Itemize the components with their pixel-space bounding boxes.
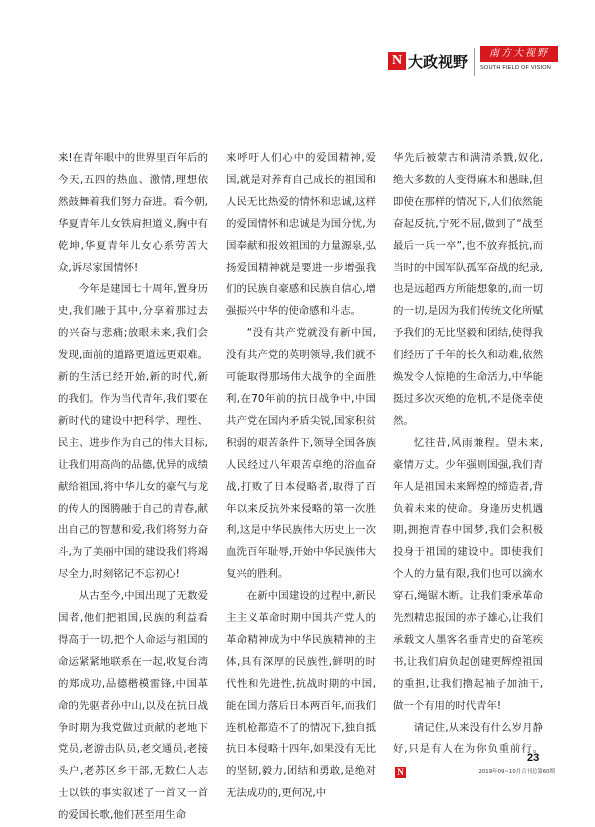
magazine-logo-icon: N xyxy=(388,52,406,70)
article-column-3 xyxy=(393,148,543,783)
header-divider xyxy=(474,48,475,76)
article-column-1 xyxy=(58,148,208,827)
brand-english-name: SOUTH FIELD OF VISION xyxy=(480,65,552,71)
paragraph: 从古至今,中国出现了无数爱国者,他们把祖国,民族的利益看得高于一切,把个人命运与祖国的命运紧紧地联系在一起,收复台湾的郑成功,品德楷模雷锋,中国革命的先驱者孙中山,以及在抗日战争时期为我党做过贡献的老地下党员,老游击队员,老交通员,老接头户,老苏区乡干部,无数仁人志士以铁的事实叙述了一首又一首的爱国长歌,他们甚至用生命 xyxy=(58,590,208,822)
paragraph: “没有共产党就没有新中国,没有共产党的英明领导,我们就不可能取得那场伟大战争的全面胜利,在70年前的抗日战争中,中国共产党在国内矛盾尖锐,国家积贫积弱的艰苦条件下,领导全国各族人民经过八年艰苦卓绝的浴血奋战,打败了日本侵略者,取得了百年以来反抗外来侵略的第一次胜利,这是中华民族伟大历史上一次血洗百年耻辱,开始中华民族伟大复兴的胜利。 xyxy=(226,327,376,581)
section-title: 大政视野 xyxy=(408,53,469,71)
paragraph: 在新中国建设的过程中,新民主主义革命时期中国共产党人的革命精神成为中华民族精神的主体,具有深厚的民族性,鲜明的时代性和先进性,抗战时期的中国,能在国力落后日本两百年,而我们连机枪都造不了的情况下,独自抵抗日本侵略十四年,如果没有无比的坚韧,毅力,团结和勇敢,是绝对无法成功的,更何况,中 xyxy=(226,590,376,800)
paragraph: 今年是建国七十周年,置身历史,我们融于其中,分享着那过去的兴奋与悲痛;放眼未来,我们会发现,面前的道路更道远更艰难。新的生活已经开始,新的时代,新的我们。作为当代青年,我们要在新时代的建设中把科学、理性、民主、进步作为自己的伟大目标,让我们用高尚的品德,优异的成绩献给祖国,将中华儿女的豪气与龙的传人的图腾融于自己的青春,献出自己的智慧和爱,我们将努力奋斗,为了美丽中国的建设我们将竭尽全力,时刻铭记不忘初心! xyxy=(58,283,208,581)
paragraph: 来呼吁人们心中的爱国精神,爱国,就是对养育自己成长的祖国和人民无比热爱的情怀和忠诚,这样的爱国情怀和忠诚是为国分忧,为国奉献和报效祖国的力量源泉,弘扬爱国精神就是要进一步增强我们的民族自豪感和民族自信心,增强振兴中华的使命感和斗志。 xyxy=(226,152,376,318)
magazine-header xyxy=(388,46,560,80)
article-column-2 xyxy=(226,148,376,805)
paragraph: 忆往昔,风雨兼程。望未来,豪情万丈。少年强则国强,我们青年人是祖国未来辉煌的缔造者,背负着未来的使命。身逢历史机遇期,拥抱青春中国梦,我们会积极投身于祖国的建设中。即使我们个人的力量有限,我们也可以滴水穿石,绳锯木断。让我们秉承革命先烈精忠报国的赤子雄心,让我们承载文人墨客名垂青史的奋笔疾书,让我们肩负起创建更辉煌祖国的重担,让我们撸起袖子加油干,做一个有用的时代青年! xyxy=(393,436,543,712)
end-mark-icon: N xyxy=(395,767,406,778)
issue-info: 2019年09~10月合刊总第60期 xyxy=(478,769,555,775)
paragraph-text: 请记住,从来没有什么岁月静好,只是有人在为你负重前行。 xyxy=(393,721,543,756)
paragraph: 华先后被蒙古和满清杀戮,奴化,绝大多数的人变得麻木和愚昧,但即使在那样的情况下,人们依然能奋起反抗,宁死不屈,做到了“战至最后一兵一卒”,也不放弃抵抗,而当时的中国军队孤军奋战的纪录,也是远超西方所能想象的,而一切的一切,是因为我们传统文化所赋予我们的无比坚毅和团结,使得我们经历了千年的长久和动难,依然焕发令人惊艳的生命活力,中华能挺过多次灭绝的危机,不是侥幸使然。 xyxy=(393,152,543,427)
page-number: 23 xyxy=(527,752,540,764)
brand-name: 南方大视野 xyxy=(480,46,558,62)
paragraph: 来!在青年眼中的世界里百年后的今天,五四的热血、激情,理想依然鼓舞着我们努力奋进。看今朝,华夏青年儿女铁肩担道义,胸中有乾坤,华夏青年儿女心系劳苦大众,诉尽家国情怀! xyxy=(58,152,208,274)
